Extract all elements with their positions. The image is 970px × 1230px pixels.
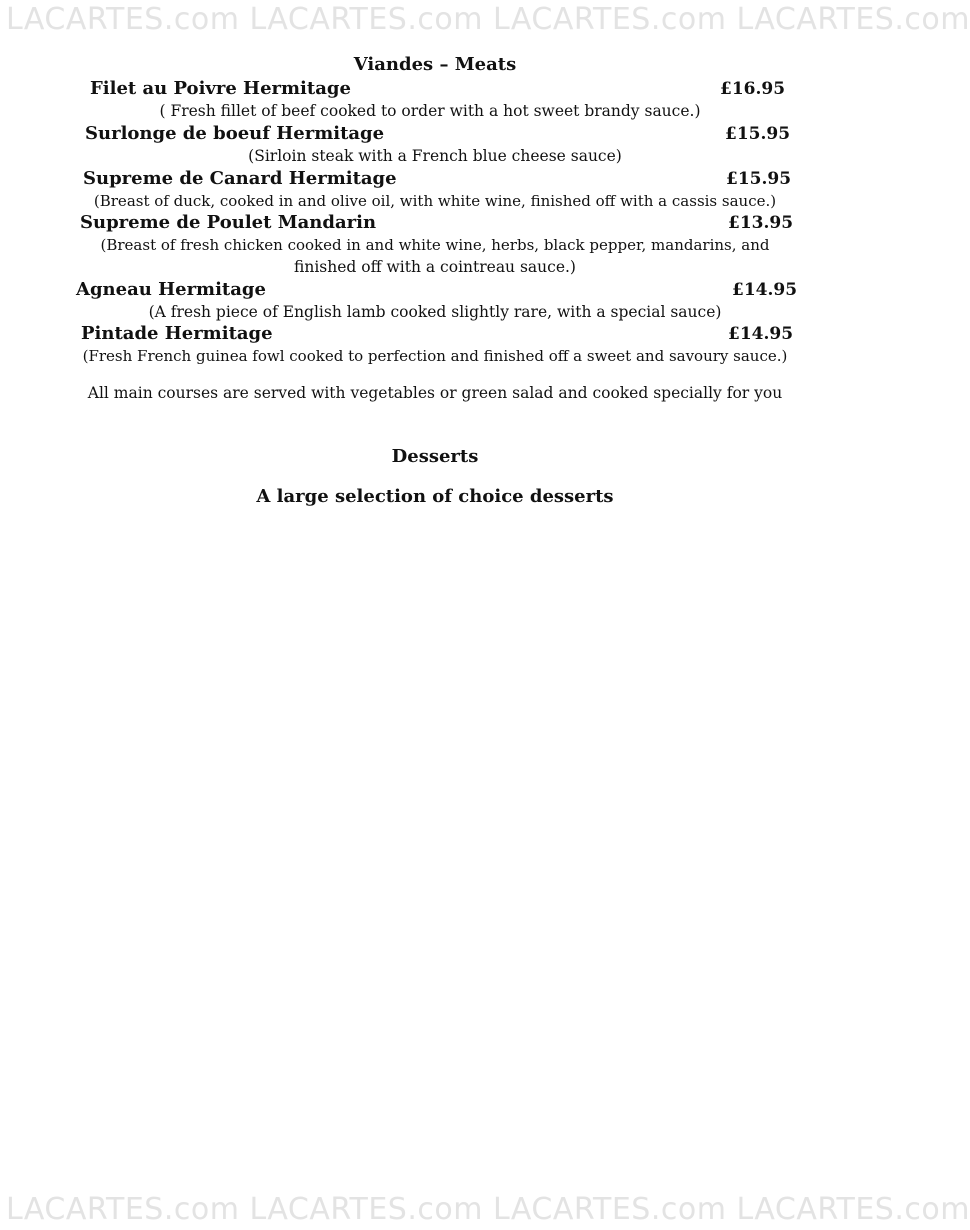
menu-item-price: £15.95 — [725, 124, 791, 144]
watermark-bottom: LACARTES.com LACARTES.com LACARTES.com LACARTES.com — [6, 1192, 970, 1227]
menu-item-description: (A fresh piece of English lamb cooked slightly rare, with a special sauce) — [148, 303, 722, 321]
menu-item-price: £15.95 — [726, 169, 792, 189]
menu-item-name: Surlonge de boeuf Hermitage — [85, 123, 385, 144]
menu-item-name: Supreme de Canard Hermitage — [83, 168, 397, 189]
menu-item-description: (Fresh French guinea fowl cooked to perfection and finished off a sweet and savoury sauce.) — [82, 347, 788, 365]
menu-item-name: Agneau Hermitage — [76, 279, 266, 300]
main-course-note: All main courses are served with vegetables or green salad and cooked specially for you — [87, 384, 783, 402]
menu-item-description: ( Fresh fillet of beef cooked to order with a hot sweet brandy sauce.) — [159, 102, 701, 120]
menu-item-price: £16.95 — [720, 79, 786, 99]
menu-item-price: £13.95 — [728, 213, 794, 233]
menu-item-name: Pintade Hermitage — [81, 323, 273, 344]
menu-item-price: £14.95 — [732, 280, 798, 300]
menu-item-price: £14.95 — [728, 324, 794, 344]
desserts-subtitle: A large selection of choice desserts — [256, 486, 614, 507]
menu-item-name: Filet au Poivre Hermitage — [90, 78, 351, 99]
meats-title: Viandes – Meats — [353, 54, 517, 75]
menu-item-description: (Breast of duck, cooked in and olive oil, with white wine, finished off with a cassis sauce.) — [93, 192, 777, 210]
watermark-top: LACARTES.com LACARTES.com LACARTES.com LACARTES.com — [6, 2, 970, 37]
desserts-title: Desserts — [391, 446, 479, 467]
menu-item-description: (Breast of fresh chicken cooked in and white wine, herbs, black pepper, mandarins, and — [100, 236, 770, 254]
menu-item-description: (Sirloin steak with a French blue cheese sauce) — [248, 147, 622, 165]
menu-item-name: Supreme de Poulet Mandarin — [80, 212, 377, 233]
menu-item-description-continued: finished off with a cointreau sauce.) — [294, 258, 576, 276]
